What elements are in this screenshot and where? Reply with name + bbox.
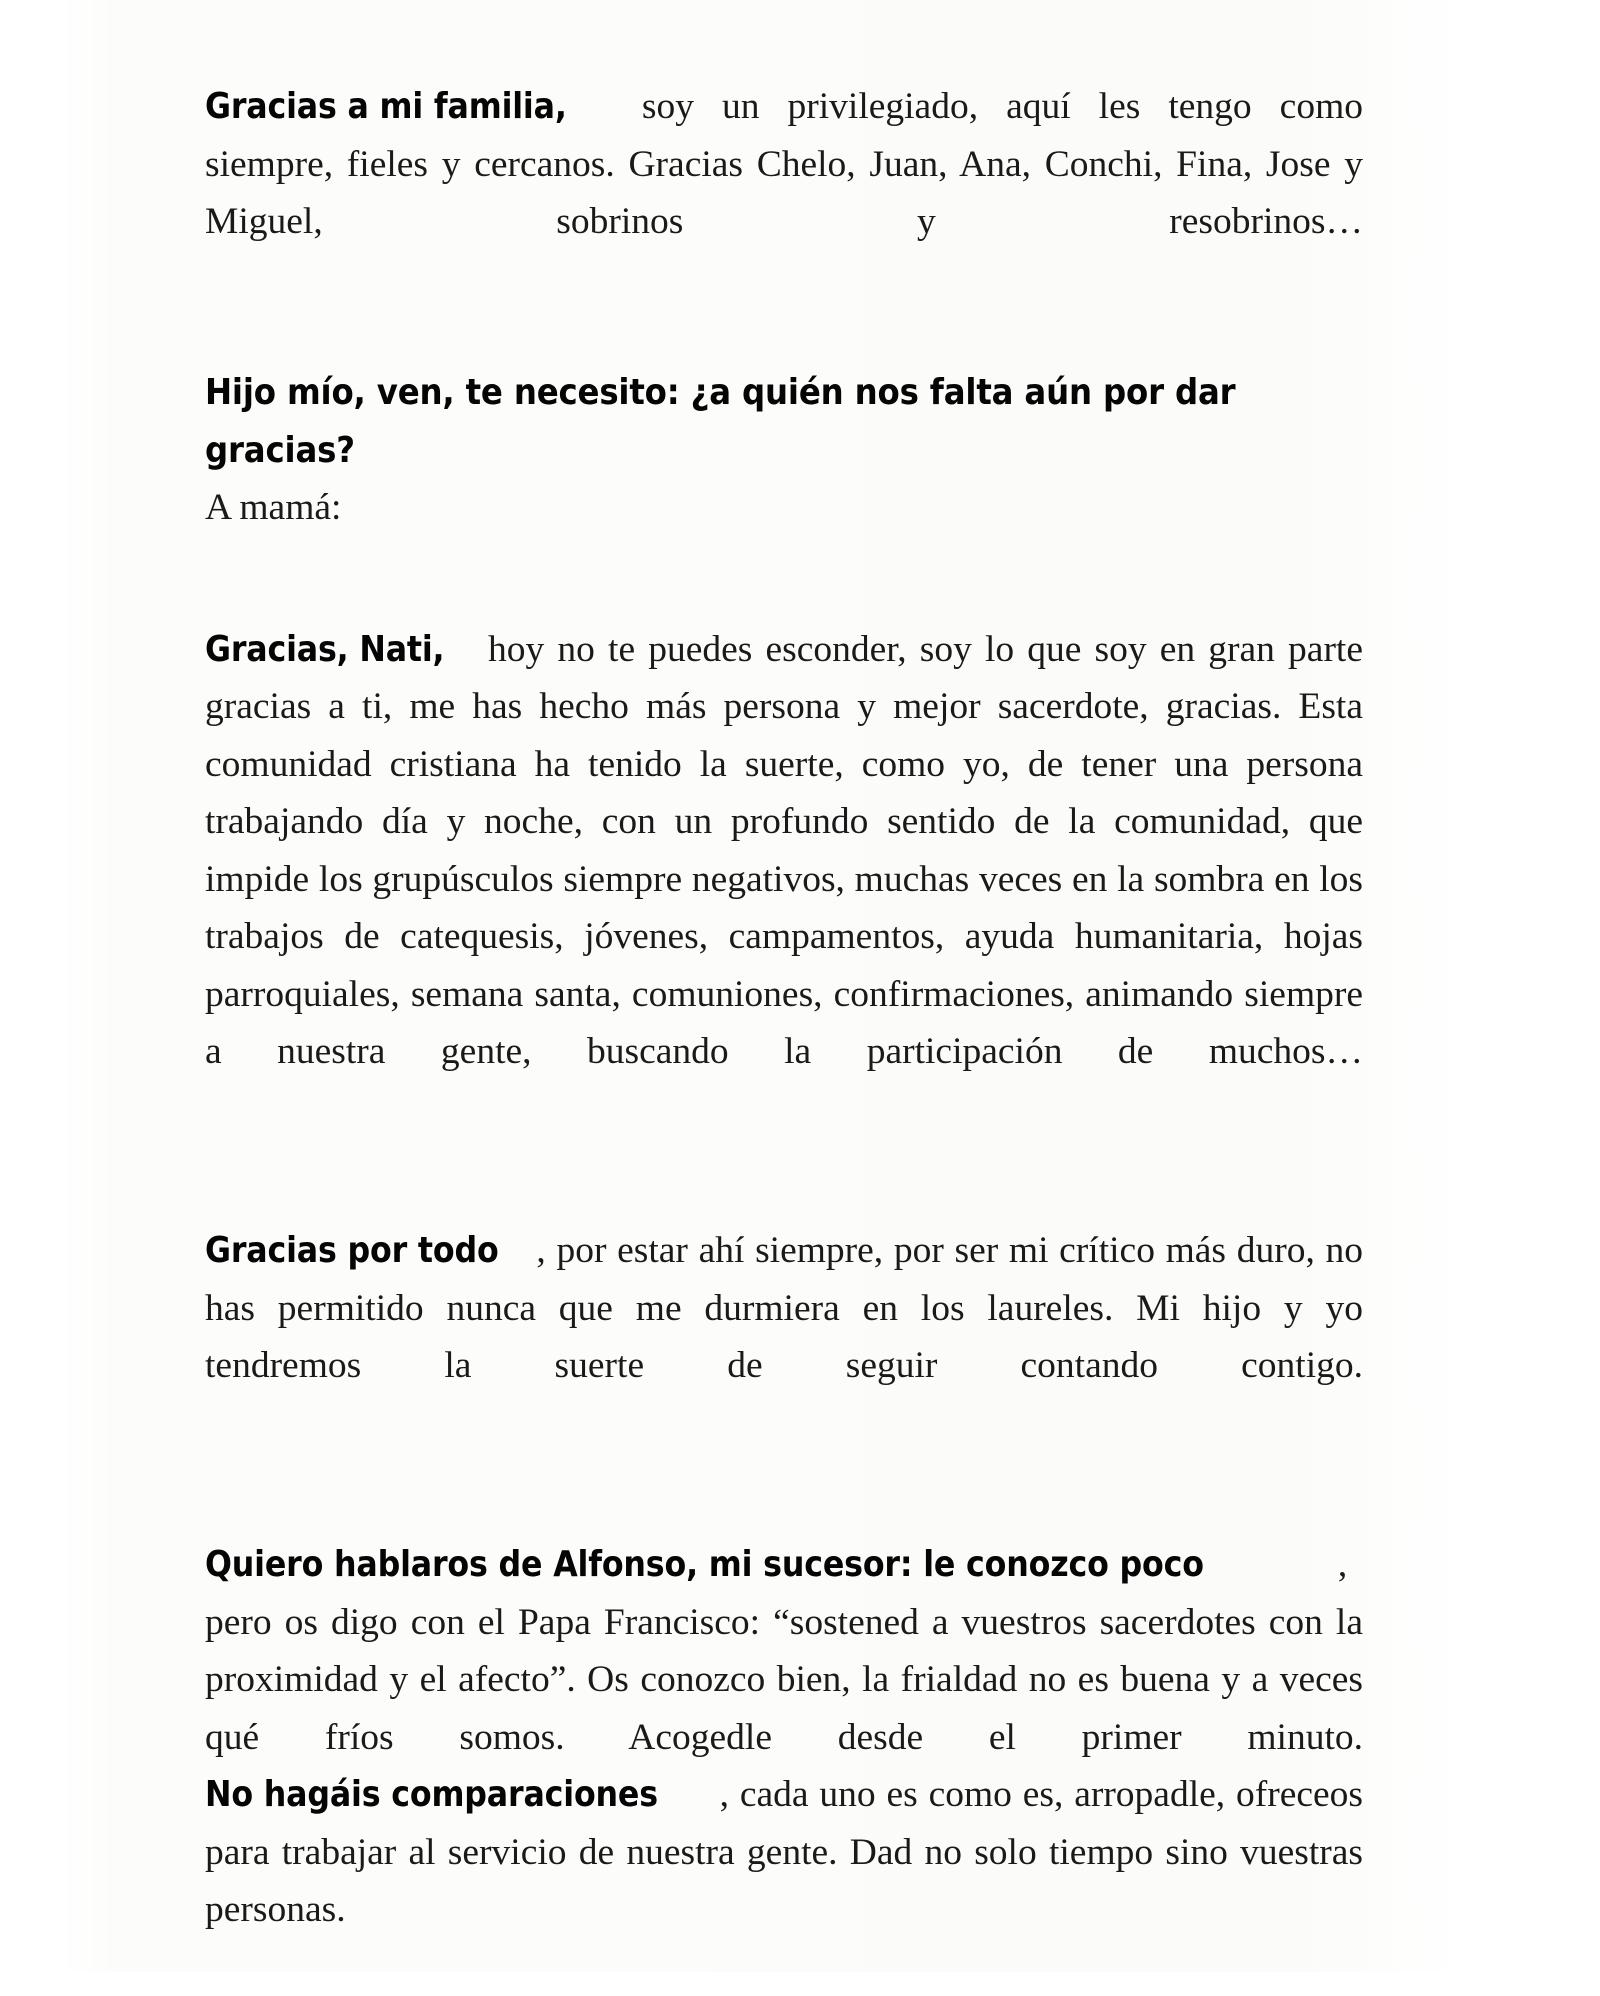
body-text-nati: hoy no te puedes esconder, soy lo que soy en gran parte gracias a ti, me has hecho más persona y mejor sacerdote, gracias. Esta comunidad cristiana ha tenido la suerte, como yo, de tener una persona trabajando día y noche, con un profundo sentido de la comunidad, que impide los grupúsculos siempre negativos, muchas veces en la sombra en los trabajos de catequesis, jóvenes, campamentos, ayuda humanitaria, hojas parroquiales, semana santa, comuniones, confirmaciones, animando siempre a nuestra gente, buscando la participación de muchos… [205,628,1363,1072]
paragraph-gap-2 [205,537,1363,621]
body-text-gracias-por-todo: , por estar ahí siempre, por ser mi crítico más duro, no has permitido nunca que me durmiera en los laureles. Mi hijo y yo tendremos la suerte de seguir contando contigo. [205,1230,1363,1386]
bold-lead-familia: Gracias a mi familia, [205,86,567,127]
body-text-alfonso-2: , cada uno es como es, arropadle, ofreceos para trabajar al servicio de nuestra gente. Dad no solo tiempo sino vuestras personas. [205,1774,1363,1930]
bold-lead-alfonso: Quiero hablaros de Alfonso, mi sucesor: le conozco poco [205,1544,1204,1585]
paragraph-familia [205,78,1363,308]
paragraph-alfonso [205,1536,1363,1996]
body-text-alfonso-1: , pero os digo con el Papa Francisco: “sostened a vuestros sacerdotes con la proximidad y el afecto”. Os conozco bien, la frialdad no es buena y a veces qué fríos somos. Acogedle desde el primer minuto. [205,1544,1363,1758]
bold-heading-hijo-mio: Hijo mío, ven, te necesito: ¿a quién nos falta aún por dar gracias? [205,372,1236,471]
bold-lead-nati: Gracias, Nati, [205,628,445,670]
bold-lead-gracias-por-todo: Gracias por todo [205,1230,499,1271]
paragraph-gap-1 [205,308,1363,364]
heading-tail-a-mama: A mamá: [205,487,342,528]
paragraph-hijo-mio [205,364,1363,537]
paragraph-gracias-por-todo [205,1222,1363,1452]
body-text-familia: soy un privilegiado, aquí les tengo como siempre, fieles y cercanos. Gracias Chelo, Juan, Ana, Conchi, Fina, Jose y Miguel, sobrinos y resobrinos… [205,86,1363,242]
document-text-column [205,78,1363,1996]
paragraph-gap-3 [205,1138,1363,1222]
bold-inline-no-hagais-comparaciones: No hagáis comparaciones [205,1774,658,1815]
paragraph-nati [205,621,1363,1139]
paragraph-gap-4 [205,1452,1363,1536]
